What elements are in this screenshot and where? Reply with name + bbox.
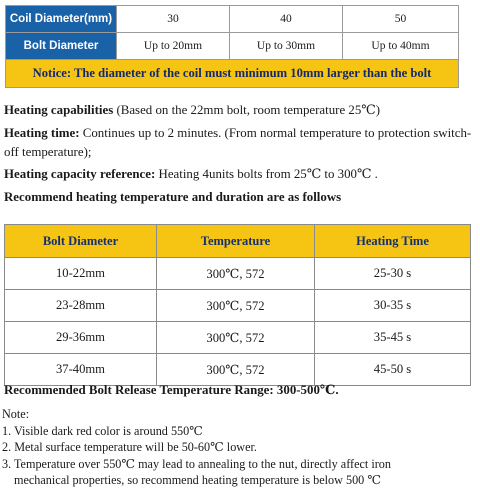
bolt-diameter-cell: 37-40mm xyxy=(5,354,157,386)
coil-diameter-value: 50 xyxy=(343,6,459,33)
table-row xyxy=(5,322,471,354)
header-temperature: Temperature xyxy=(157,225,315,258)
notes-section xyxy=(2,406,478,489)
notice-row xyxy=(6,60,459,88)
heating-time-text: Continues up to 2 minutes. (From normal temperature to protection switch-off temperature); xyxy=(4,126,472,159)
note-item: 1. Visible dark red color is around 550℃ xyxy=(2,423,203,438)
heating-time-cell: 30-35 s xyxy=(315,290,471,322)
bolt-diameter-value: Up to 30mm xyxy=(230,33,343,60)
temperature-cell: 300℃, 572 xyxy=(157,258,315,290)
coil-diameter-label: Coil Diameter(mm) xyxy=(6,6,117,33)
heating-time-cell: 35-45 s xyxy=(315,322,471,354)
heating-capacity-label: Heating capacity reference: xyxy=(4,167,156,181)
table-row xyxy=(5,354,471,386)
header-bolt-diameter: Bolt Diameter xyxy=(5,225,157,258)
bolt-diameter-row xyxy=(6,33,459,60)
note-item: 2. Metal surface temperature will be 50-60℃ lower. xyxy=(2,440,257,455)
heating-table xyxy=(4,224,471,386)
heating-capacity-reference xyxy=(4,165,478,184)
notes-title: Note: xyxy=(2,407,30,421)
table-row xyxy=(5,290,471,322)
heating-time-label: Heating time: xyxy=(4,126,80,140)
header-heating-time: Heating Time xyxy=(315,225,471,258)
bolt-diameter-cell: 10-22mm xyxy=(5,258,157,290)
release-temperature-heading: Recommended Bolt Release Temperature Range: 300-500℃. xyxy=(4,383,339,397)
heating-table-header xyxy=(5,225,471,258)
temperature-cell: 300℃, 572 xyxy=(157,322,315,354)
temperature-cell: 300℃, 572 xyxy=(157,354,315,386)
bolt-diameter-value: Up to 20mm xyxy=(117,33,230,60)
heating-time-cell: 45-50 s xyxy=(315,354,471,386)
heating-capabilities-text: (Based on the 22mm bolt, room temperature 25℃) xyxy=(113,103,381,117)
coil-diameter-value: 30 xyxy=(117,6,230,33)
coil-diameter-value: 40 xyxy=(230,6,343,33)
note-item: mechanical properties, so recommend heating temperature is below 500 ℃ xyxy=(14,473,381,488)
bolt-diameter-cell: 23-28mm xyxy=(5,290,157,322)
bolt-diameter-value: Up to 40mm xyxy=(343,33,459,60)
heating-capacity-text: Heating 4units bolts from 25℃ to 300℃ . xyxy=(155,167,378,181)
heating-capabilities-label: Heating capabilities xyxy=(4,103,114,117)
heating-time xyxy=(4,124,478,162)
coil-spec-table xyxy=(5,5,459,88)
recommend-heading: Recommend heating temperature and duration are as follows xyxy=(4,190,342,204)
table-row xyxy=(5,258,471,290)
note-item: 3. Temperature over 550℃ may lead to annealing to the nut, directly affect iron xyxy=(2,456,391,471)
temperature-cell: 300℃, 572 xyxy=(157,290,315,322)
bolt-diameter-cell: 29-36mm xyxy=(5,322,157,354)
notice-text: Notice: The diameter of the coil must minimum 10mm larger than the bolt xyxy=(6,60,459,88)
coil-diameter-row xyxy=(6,6,459,33)
bolt-diameter-label: Bolt Diameter xyxy=(6,33,117,60)
heating-capabilities xyxy=(4,101,478,120)
heating-time-cell: 25-30 s xyxy=(315,258,471,290)
